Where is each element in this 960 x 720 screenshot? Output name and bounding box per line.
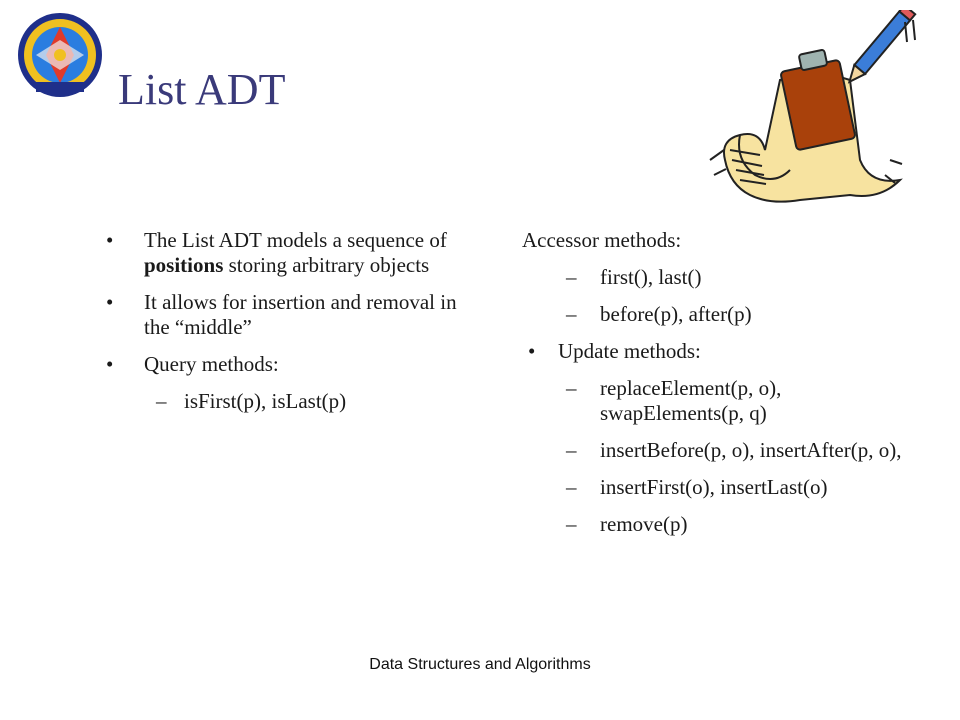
bullet-marker: • [106,352,114,376]
sub-list-item [522,376,922,426]
dash-marker: – [566,376,577,400]
sub-list-item [522,302,922,327]
dash-marker: – [566,302,577,326]
list-item-text: It allows for insertion and removal in the “middle” [144,290,457,339]
sub-item-text: isFirst(p), isLast(p) [184,389,347,413]
left-column [106,228,476,426]
sub-list-item [106,389,476,414]
list-item [522,339,922,364]
sub-item-text: before(p), after(p) [600,302,752,326]
dash-marker: – [566,438,577,462]
emphasized-term: positions [144,253,224,277]
sub-item-text: remove(p) [600,512,688,536]
bullet-marker: • [106,290,114,314]
list-item [106,290,476,340]
dash-marker: – [566,265,577,289]
sub-item-text: insertFirst(o), insertLast(o) [600,475,828,499]
list-item [106,352,476,377]
list-item [106,228,476,278]
list-item-text: Update methods: [558,339,701,363]
right-column [522,228,922,549]
sub-list-item [522,475,922,500]
list-item-text [106,228,476,278]
slide-footer: Data Structures and Algorithms [369,656,591,673]
accessor-heading: Accessor methods: [522,228,682,252]
sub-item-text: first(), last() [600,265,702,289]
dash-marker: – [566,475,577,499]
text-segment: The List ADT models a sequence of [144,228,447,252]
institute-emblem-icon [14,10,106,100]
sub-list-item [522,512,922,537]
sub-list-item [522,438,922,463]
sub-item-text: replaceElement(p, o), swapElements(p, q) [600,376,782,425]
dash-marker: – [156,389,167,413]
dash-marker: – [566,512,577,536]
sub-item-text: insertBefore(p, o), insertAfter(p, o), [600,438,902,462]
bullet-marker: • [528,339,536,363]
list-item-text: Query methods: [144,352,279,376]
slide-title: List ADT [118,65,286,114]
text-segment: storing arbitrary objects [223,253,430,277]
clipboard-scroll-pencil-icon [700,10,930,210]
sub-list-item [522,265,922,290]
bullet-marker: • [106,228,114,252]
